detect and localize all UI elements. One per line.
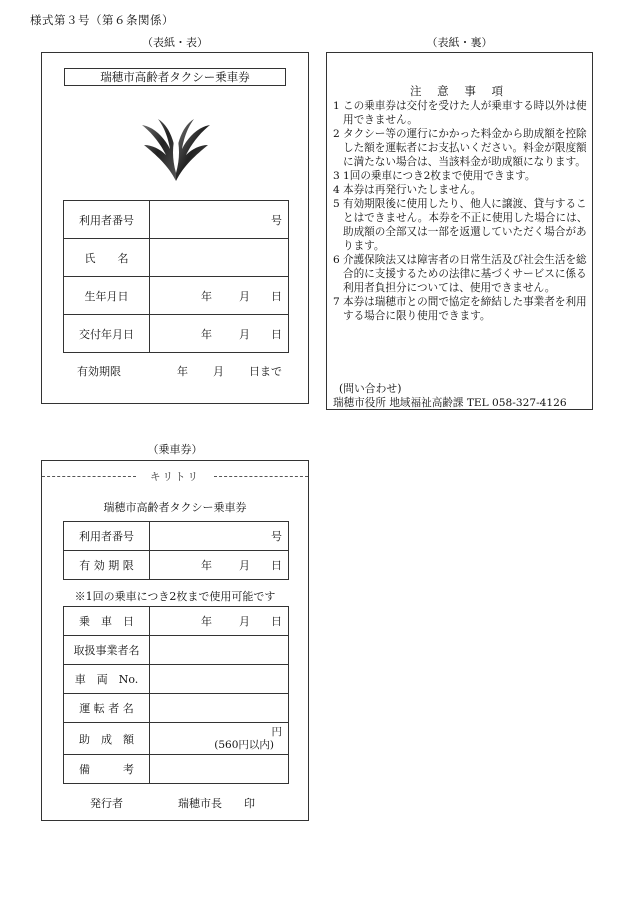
ticket-row-user-number [64,522,289,551]
field-label: 利用者番号 [64,522,150,551]
note-number: 4 [333,184,340,196]
note-text: この乗車券は交付を受けた人が乗車する時以外は使用できません。 [343,100,587,126]
ticket-row-subsidy [64,723,289,755]
year-label: 年 [177,365,188,378]
front-row-birthdate [64,277,289,315]
month-label: 月 [239,289,250,303]
issuer [90,795,290,811]
form-number: 様式第３号（第６条関係） [30,13,174,27]
ticket-row-vehicle [64,665,289,694]
ticket-row-operator [64,636,289,665]
front-expiry [77,363,287,379]
note-text: 1回の乗車につき2枚まで使用できます。 [343,170,536,182]
name-field [150,239,289,277]
front-row-issue-date [64,315,289,353]
field-label: 有 効 期 限 [64,551,150,580]
issuer-name: 瑞穂市長 [178,797,222,810]
field-label: 氏 名 [64,239,150,277]
ticket-caption: （乗車券） [147,443,203,456]
note-number: 6 [333,254,340,266]
month-label: 月 [213,365,224,378]
year-label: 年 [201,559,212,572]
back-caption: （表紙・裏） [426,36,493,49]
back-cover-panel [326,52,593,410]
front-caption: （表紙・表） [142,36,208,49]
notes-list [333,99,591,323]
operator-field [150,636,289,665]
field-label: 取扱事業者名 [64,636,150,665]
subsidy-limit: (560円以内) [214,739,274,751]
note-text: 本券は再発行いたしません。 [343,184,482,196]
driver-field [150,694,289,723]
issuer-label: 発行者 [90,797,123,810]
month-label: 月 [239,327,250,341]
cut-dash [214,476,308,477]
ride-date-field [150,607,289,636]
field-label: 交付年月日 [64,315,150,353]
contact-heading: (問い合わせ) [339,382,402,395]
ticket-panel [41,460,309,821]
note-item [333,197,591,253]
remarks-field [150,755,289,784]
city-emblem-icon [138,115,214,185]
field-label: 乗 車 日 [64,607,150,636]
day-label: 日 [271,559,282,572]
note-item [333,253,591,295]
year-label: 年 [201,615,212,628]
yen-unit: 円 [271,726,282,738]
seal-mark: 印 [244,797,255,810]
front-row-name [64,239,289,277]
note-text: 有効期限後に使用したり、他人に譲渡、貸与することはできません。本券を不正に使用した場合には、助成額の全部又は一部を返還していただく場合があります。 [343,198,588,252]
note-text: 介護保険法又は障害者の日常生活及び社会生活を総合的に支援するための法律に基づくサービスに係る利用者負担分については、使用できません。 [343,254,587,294]
day-label: 日 [271,327,282,341]
note-number: 7 [333,296,340,308]
contact-info: 瑞穂市役所 地域福祉高齢課 TEL 058-327-4126 [333,397,567,409]
month-label: 月 [239,559,250,572]
expiry-field [150,551,289,580]
note-number: 2 [333,128,340,140]
ticket-row-remarks [64,755,289,784]
field-label: 助 成 額 [64,723,150,755]
front-row-user-number [64,201,289,239]
front-info-table [63,200,289,353]
user-number-field: 号 [150,201,289,239]
day-label: 日 [271,615,282,628]
note-item [333,99,591,127]
note-item [333,295,591,323]
ticket-row-ride-date [64,607,289,636]
cut-label: キリトリ [150,471,200,483]
notes-title: 注 意 事 項 [410,84,509,98]
field-label: 備 考 [64,755,150,784]
issue-date-field [150,315,289,353]
month-label: 月 [239,615,250,628]
ticket-row-expiry [64,551,289,580]
day-label: 日まで [249,365,282,378]
note-number: 5 [333,198,340,210]
ticket-title: 瑞穂市高齢者タクシー乗車券 [103,501,247,514]
front-title: 瑞穂市高齢者タクシー乗車券 [64,68,286,86]
year-label: 年 [201,327,212,341]
field-label: 運 転 者 名 [64,694,150,723]
field-label: 利用者番号 [64,201,150,239]
note-item [333,169,591,183]
note-item [333,183,591,197]
note-text: 本券は瑞穂市との間で協定を締結した事業者を利用する場合に限り使用できます。 [343,296,587,322]
year-label: 年 [201,289,212,303]
field-label: 生年月日 [64,277,150,315]
cut-dash [42,476,136,477]
note-item [333,127,591,169]
note-number: 1 [333,100,340,112]
day-label: 日 [271,289,282,303]
ticket-top-table [63,521,289,580]
field-label: 車 両 No. [64,665,150,694]
expiry-label: 有効期限 [77,365,121,378]
cut-line [42,469,308,484]
note-number: 3 [333,170,340,182]
subsidy-field [150,723,289,755]
birthdate-field [150,277,289,315]
front-cover-panel [41,52,309,404]
user-number-field: 号 [150,522,289,551]
note-text: タクシー等の運行にかかった料金から助成額を控除した額を運転者にお支払いください。料金が限度額に満たない場合は、当該料金が助成額になります。 [343,128,587,168]
vehicle-field [150,665,289,694]
limit-note: ※1回の乗車につき2枚まで使用可能です [74,590,276,603]
ticket-row-driver [64,694,289,723]
ticket-detail-table [63,606,289,784]
